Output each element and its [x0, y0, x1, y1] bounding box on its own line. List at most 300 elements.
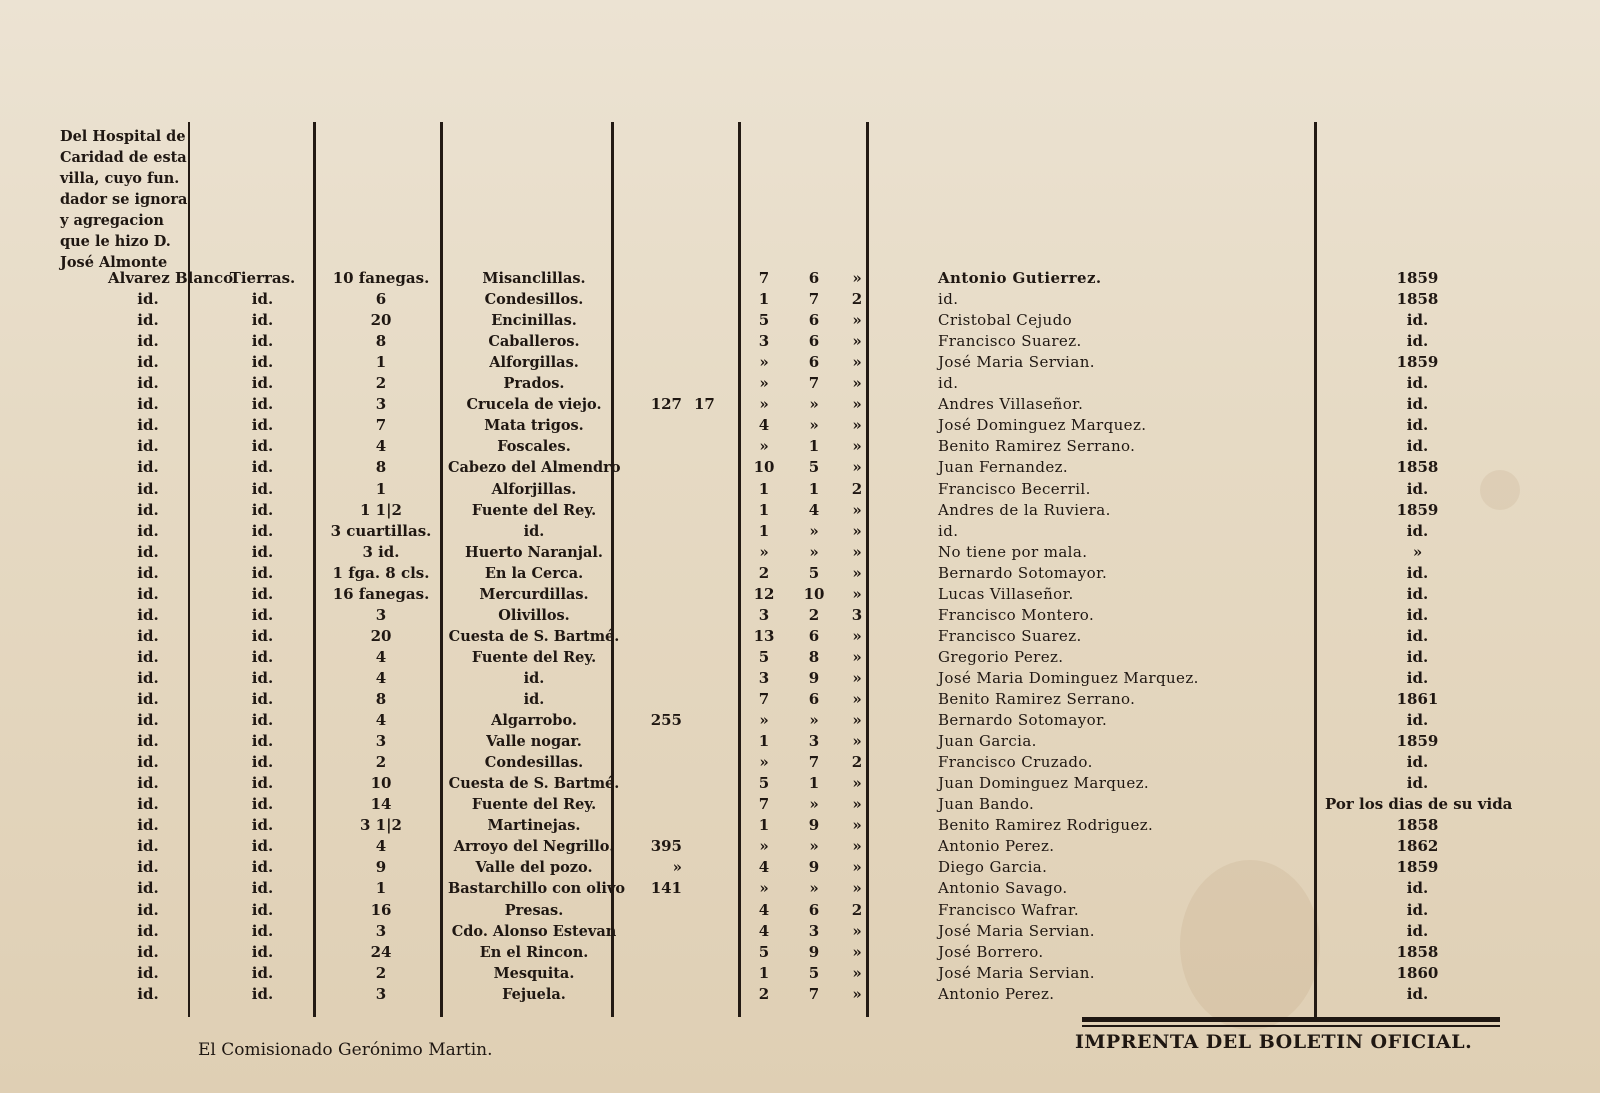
cell-value-a	[636, 331, 686, 352]
cell-name: id.	[137, 395, 159, 414]
donor-note-line: dador se ignora	[60, 191, 188, 208]
cell-term: id.	[1406, 395, 1429, 414]
cell-type: id.	[251, 647, 274, 666]
cell-rent-3: »	[852, 668, 862, 687]
printer-imprint: IMPRENTA DEL BOLETIN OFICIAL.	[1075, 1031, 1473, 1053]
cell-term: 1858	[1396, 942, 1439, 961]
table-row	[0, 373, 1600, 394]
cell-tenant: Lucas Villaseñor.	[938, 584, 1074, 603]
cell-area: 10 fanegas.	[332, 269, 430, 287]
cell-area: 4	[375, 837, 387, 856]
cell-value-a	[636, 942, 686, 963]
cell-rent-3: »	[852, 542, 862, 561]
cell-tenant: Juan Fernandez.	[938, 458, 1069, 477]
cell-rent-2: 9	[808, 942, 820, 961]
cell-value-b	[690, 689, 740, 710]
cell-rent-3: »	[852, 395, 862, 414]
cell-term: id.	[1406, 647, 1429, 666]
commissioner-signature: El Comisionado Gerónimo Martin.	[198, 1040, 493, 1060]
cell-rent-3: »	[852, 563, 862, 582]
donor-note-line: y agregacion	[60, 212, 164, 229]
cell-term: id.	[1406, 584, 1429, 603]
cell-area: 4	[375, 437, 387, 456]
cell-place: Mata trigos.	[484, 417, 584, 435]
cell-type: id.	[251, 626, 274, 645]
cell-place: Crucela de viejo.	[466, 396, 602, 414]
cell-value-a	[636, 921, 686, 942]
table-row	[0, 878, 1600, 899]
cell-term: id.	[1406, 711, 1429, 730]
cell-value-b	[690, 878, 740, 899]
cell-rent-3: »	[852, 269, 862, 287]
cell-term: id.	[1406, 984, 1429, 1003]
table-row	[0, 773, 1600, 794]
cell-type: id.	[251, 479, 274, 498]
cell-term: id.	[1406, 626, 1429, 645]
cell-tenant: Antonio Savago.	[938, 879, 1068, 898]
cell-value-a	[636, 542, 686, 563]
cell-rent-3: »	[852, 647, 862, 666]
donor-note-line: Del Hospital de	[60, 128, 186, 145]
cell-area: 2	[375, 963, 387, 982]
cell-area: 2	[375, 753, 387, 772]
cell-name: id.	[137, 626, 159, 645]
cell-tenant: id.	[938, 521, 959, 540]
cell-rent-2: »	[809, 521, 819, 540]
cell-area: 4	[375, 668, 387, 687]
cell-rent-3: »	[852, 837, 862, 856]
cell-rent-2: 7	[808, 753, 820, 772]
cell-rent-1: 5	[758, 774, 770, 793]
cell-value-b	[690, 500, 740, 521]
cell-term: 1859	[1396, 732, 1439, 751]
cell-term: id.	[1406, 774, 1429, 793]
cell-tenant: Francisco Wafrar.	[938, 900, 1080, 919]
cell-name: id.	[137, 900, 159, 919]
cell-rent-3: »	[852, 711, 862, 730]
cell-term: 1862	[1396, 837, 1439, 856]
cell-value-a	[636, 668, 686, 689]
cell-value-a	[636, 689, 686, 710]
cell-name: id.	[137, 711, 159, 730]
footer-rule	[1082, 1017, 1500, 1022]
cell-value-b	[690, 984, 740, 1005]
table-row	[0, 815, 1600, 836]
cell-place: Prados.	[503, 375, 565, 393]
cell-rent-3: »	[852, 816, 862, 835]
cell-rent-1: 7	[758, 795, 770, 814]
cell-rent-1: 1	[758, 500, 770, 519]
cell-term: id.	[1406, 879, 1429, 898]
cell-rent-1: 7	[758, 690, 770, 708]
cell-rent-3: 2	[851, 753, 863, 772]
table-row	[0, 689, 1600, 710]
cell-type: Tierras.	[229, 269, 296, 287]
cell-rent-3: »	[852, 774, 862, 793]
cell-term: id.	[1406, 521, 1429, 540]
cell-rent-2: 7	[808, 290, 820, 309]
cell-value-a	[636, 563, 686, 584]
cell-value-a	[636, 626, 686, 647]
cell-value-b: 17	[694, 395, 715, 414]
cell-term: 1859	[1396, 858, 1439, 877]
cell-rent-3: »	[852, 332, 862, 351]
cell-term: 1860	[1396, 963, 1439, 982]
cell-tenant: José Maria Servian.	[938, 963, 1095, 982]
cell-area: 14	[370, 795, 392, 814]
cell-rent-1: 2	[758, 563, 770, 582]
cell-rent-2: 6	[808, 690, 820, 708]
cell-term: id.	[1406, 416, 1429, 435]
cell-rent-2: 2	[808, 605, 820, 624]
cell-rent-2: 1	[808, 479, 820, 498]
cell-value-a	[636, 415, 686, 436]
cell-value-b	[690, 626, 740, 647]
cell-rent-2: 6	[808, 311, 820, 330]
cell-value-a	[636, 500, 686, 521]
cell-name: id.	[137, 879, 159, 898]
cell-value-a: »	[672, 858, 682, 877]
cell-tenant: No tiene por mala.	[938, 542, 1088, 561]
cell-rent-1: »	[759, 395, 769, 414]
cell-rent-3: »	[852, 879, 862, 898]
donor-note-line: villa, cuyo fun.	[60, 170, 180, 187]
cell-area: 10	[370, 774, 392, 793]
cell-rent-1: 4	[758, 900, 770, 919]
cell-place: Fuente del Rey.	[471, 648, 597, 666]
cell-place: Misanclillas.	[482, 270, 586, 287]
donor-note-line: que le hizo D.	[60, 233, 171, 250]
cell-value-a	[636, 647, 686, 668]
table-row	[0, 436, 1600, 457]
cell-value-b	[690, 563, 740, 584]
cell-value-a	[636, 289, 686, 310]
cell-area: 1 fga. 8 cls.	[332, 563, 430, 582]
cell-type: id.	[251, 563, 274, 582]
cell-rent-2: 10	[803, 584, 825, 603]
cell-tenant: Antonio Perez.	[938, 984, 1055, 1003]
cell-name: id.	[137, 690, 159, 708]
cell-value-a: 127	[650, 395, 682, 414]
cell-rent-1: 3	[758, 605, 770, 624]
table-row	[0, 289, 1600, 310]
cell-area: 1	[375, 879, 387, 898]
cell-rent-3: »	[852, 626, 862, 645]
cell-rent-1: 3	[758, 332, 770, 351]
cell-tenant: José Dominguez Marquez.	[938, 416, 1147, 435]
cell-value-b	[690, 815, 740, 836]
cell-rent-2: 7	[808, 984, 820, 1003]
cell-place: id.	[523, 522, 545, 540]
cell-name: id.	[137, 647, 159, 666]
table-row	[0, 415, 1600, 436]
cell-rent-3: »	[852, 858, 862, 877]
cell-value-a	[636, 436, 686, 457]
cell-type: id.	[251, 732, 274, 751]
cell-rent-1: 1	[758, 479, 770, 498]
cell-tenant: Juan Dominguez Marquez.	[938, 774, 1150, 793]
cell-value-b	[690, 900, 740, 921]
cell-name: id.	[137, 984, 159, 1003]
cell-type: id.	[251, 690, 274, 708]
cell-type: id.	[251, 332, 274, 351]
cell-tenant: id.	[938, 290, 959, 309]
cell-tenant: José Maria Dominguez Marquez.	[938, 668, 1199, 687]
cell-rent-2: 3	[808, 732, 820, 751]
cell-rent-1: 10	[753, 458, 775, 477]
cell-value-b	[690, 584, 740, 605]
cell-rent-1: 5	[758, 942, 770, 961]
cell-rent-1: 1	[758, 816, 770, 835]
cell-rent-3: 2	[851, 900, 863, 919]
cell-rent-3: »	[852, 963, 862, 982]
cell-value-a	[636, 457, 686, 478]
cell-area: 3	[375, 732, 387, 751]
cell-area: 2	[375, 374, 387, 393]
cell-rent-2: 9	[808, 858, 820, 877]
cell-value-b	[690, 415, 740, 436]
cell-rent-1: 5	[758, 311, 770, 330]
cell-value-b	[690, 921, 740, 942]
cell-value-b	[690, 710, 740, 731]
cell-tenant: José Maria Servian.	[938, 353, 1095, 372]
cell-tenant: José Borrero.	[938, 942, 1044, 961]
cell-type: id.	[251, 795, 274, 814]
cell-name: id.	[137, 500, 159, 519]
cell-value-a	[636, 984, 686, 1005]
cell-type: id.	[251, 921, 274, 940]
table-row	[0, 626, 1600, 647]
cell-rent-2: 6	[808, 626, 820, 645]
cell-term: id.	[1406, 374, 1429, 393]
cell-type: id.	[251, 711, 274, 730]
cell-rent-1: 13	[753, 626, 775, 645]
cell-tenant: Cristobal Cejudo	[938, 311, 1073, 330]
cell-rent-3: »	[852, 921, 862, 940]
cell-type: id.	[251, 374, 274, 393]
cell-rent-2: »	[809, 879, 819, 898]
cell-value-a	[636, 752, 686, 773]
cell-rent-1: »	[759, 437, 769, 456]
cell-rent-3: »	[852, 690, 862, 708]
donor-note	[60, 126, 190, 273]
table-row	[0, 857, 1600, 878]
table-row	[0, 710, 1600, 731]
cell-name: id.	[137, 584, 159, 603]
table-row	[0, 794, 1600, 815]
cell-rent-3: 2	[851, 479, 863, 498]
cell-type: id.	[251, 942, 274, 961]
cell-rent-3: »	[852, 458, 862, 477]
cell-place: Valle nogar.	[486, 733, 582, 751]
cell-place: Alforjillas.	[491, 480, 577, 498]
cell-area: 3 1|2	[360, 816, 402, 835]
cell-name: id.	[137, 416, 159, 435]
cell-tenant: Benito Ramirez Rodriguez.	[938, 816, 1154, 835]
cell-value-a	[636, 900, 686, 921]
cell-rent-1: 3	[758, 668, 770, 687]
cell-tenant: Francisco Cruzado.	[938, 753, 1093, 772]
table-row	[0, 394, 1600, 415]
table-row	[0, 647, 1600, 668]
cell-term: id.	[1406, 332, 1429, 351]
cell-term: 1858	[1396, 458, 1439, 477]
cell-type: id.	[251, 584, 274, 603]
cell-place: Algarrobo.	[491, 712, 577, 730]
cell-value-b	[690, 731, 740, 752]
table-row	[0, 942, 1600, 963]
cell-value-b	[690, 942, 740, 963]
cell-tenant: Benito Ramirez Serrano.	[938, 690, 1136, 708]
cell-place: Condesillas.	[484, 754, 584, 772]
cell-name: id.	[137, 963, 159, 982]
cell-rent-2: 6	[808, 900, 820, 919]
cell-rent-1: 1	[758, 290, 770, 309]
cell-name: Alvarez Blanco	[108, 269, 234, 287]
cell-place: Arroyo del Negrillo.	[453, 838, 615, 856]
cell-value-a	[636, 815, 686, 836]
cell-name: id.	[137, 458, 159, 477]
cell-place: id.	[523, 669, 545, 687]
cell-tenant: Juan Bando.	[938, 795, 1035, 814]
table-row	[0, 752, 1600, 773]
footer-rule	[1082, 1025, 1500, 1027]
cell-area: 6	[375, 290, 387, 309]
cell-rent-2: 4	[808, 500, 820, 519]
cell-type: id.	[251, 311, 274, 330]
cell-rent-3: 2	[851, 290, 863, 309]
cell-place: Mesquita.	[493, 964, 575, 982]
table-row	[0, 331, 1600, 352]
cell-area: 8	[375, 690, 387, 708]
cell-rent-1: 1	[758, 521, 770, 540]
cell-value-b	[690, 963, 740, 984]
cell-name: id.	[137, 837, 159, 856]
cell-value-b	[690, 668, 740, 689]
cell-type: id.	[251, 774, 274, 793]
cell-term: 1858	[1396, 816, 1439, 835]
cell-type: id.	[251, 963, 274, 982]
cell-rent-1: »	[759, 837, 769, 856]
cell-type: id.	[251, 458, 274, 477]
cell-term: »	[1412, 542, 1423, 561]
cell-area: 8	[375, 458, 387, 477]
cell-place: En el Rincon.	[479, 943, 589, 961]
cell-value-a: 141	[650, 879, 682, 898]
table-row	[0, 563, 1600, 584]
cell-value-b	[690, 310, 740, 331]
cell-rent-2: 7	[808, 374, 820, 393]
cell-tenant: José Maria Servian.	[938, 921, 1095, 940]
cell-place: Alforgillas.	[489, 354, 579, 372]
table-row	[0, 479, 1600, 500]
cell-type: id.	[251, 858, 274, 877]
cell-name: id.	[137, 374, 159, 393]
cell-term: id.	[1406, 668, 1429, 687]
cell-value-b	[690, 521, 740, 542]
cell-place: Cuesta de S. Bartmé.	[448, 775, 620, 793]
cell-term: id.	[1406, 921, 1429, 940]
cell-rent-1: 1	[758, 963, 770, 982]
cell-rent-1: 4	[758, 921, 770, 940]
cell-name: id.	[137, 290, 159, 309]
cell-tenant: Benito Ramirez Serrano.	[938, 437, 1136, 456]
cell-tenant: Andres Villaseñor.	[938, 395, 1084, 414]
cell-rent-2: 6	[808, 269, 820, 287]
cell-term: id.	[1406, 900, 1429, 919]
cell-value-b	[690, 457, 740, 478]
cell-name: id.	[137, 563, 159, 582]
cell-value-b	[690, 794, 740, 815]
cell-area: 3	[375, 605, 387, 624]
cell-name: id.	[137, 668, 159, 687]
cell-place: En la Cerca.	[484, 564, 584, 582]
cell-tenant: Francisco Becerril.	[938, 479, 1091, 498]
cell-area: 4	[375, 647, 387, 666]
cell-rent-1: 4	[758, 416, 770, 435]
table-row	[0, 457, 1600, 478]
cell-value-a	[636, 479, 686, 500]
table-row	[0, 352, 1600, 373]
cell-rent-3: »	[852, 353, 862, 372]
cell-rent-2: »	[809, 711, 819, 730]
cell-value-a	[636, 268, 686, 289]
cell-name: id.	[137, 795, 159, 814]
cell-value-b	[690, 647, 740, 668]
cell-term: 1859	[1396, 269, 1439, 287]
cell-type: id.	[251, 395, 274, 414]
cell-rent-2: 5	[808, 563, 820, 582]
cell-type: id.	[251, 816, 274, 835]
cell-type: id.	[251, 290, 274, 309]
cell-place: Mercurdillas.	[479, 585, 589, 603]
cell-type: id.	[251, 416, 274, 435]
cell-place: Martinejas.	[487, 817, 581, 835]
cell-rent-1: 4	[758, 858, 770, 877]
cell-tenant: Bernardo Sotomayor.	[938, 711, 1108, 730]
cell-value-a	[636, 794, 686, 815]
cell-tenant: Gregorio Perez.	[938, 647, 1064, 666]
cell-value-b	[690, 773, 740, 794]
cell-name: id.	[137, 542, 159, 561]
cell-rent-2: 5	[808, 458, 820, 477]
cell-tenant: Francisco Suarez.	[938, 626, 1082, 645]
cell-value-a	[636, 773, 686, 794]
cell-tenant: Juan Garcia.	[938, 732, 1037, 751]
cell-rent-2: 6	[808, 332, 820, 351]
cell-rent-3: »	[852, 984, 862, 1003]
cell-area: 8	[375, 332, 387, 351]
cell-area: 3	[375, 395, 387, 414]
cell-name: id.	[137, 332, 159, 351]
cell-value-b	[690, 373, 740, 394]
cell-rent-3: »	[852, 942, 862, 961]
cell-rent-1: 7	[758, 269, 770, 287]
cell-type: id.	[251, 500, 274, 519]
cell-name: id.	[137, 816, 159, 835]
cell-rent-2: 8	[808, 647, 820, 666]
cell-rent-2: 9	[808, 668, 820, 687]
cell-name: id.	[137, 437, 159, 456]
cell-name: id.	[137, 858, 159, 877]
cell-rent-1: »	[759, 353, 769, 372]
cell-place: Olivillos.	[498, 606, 570, 624]
cell-name: id.	[137, 521, 159, 540]
cell-rent-1: 12	[753, 584, 775, 603]
cell-term: id.	[1406, 479, 1429, 498]
cell-area: 3	[375, 921, 387, 940]
cell-area: 7	[375, 416, 387, 435]
